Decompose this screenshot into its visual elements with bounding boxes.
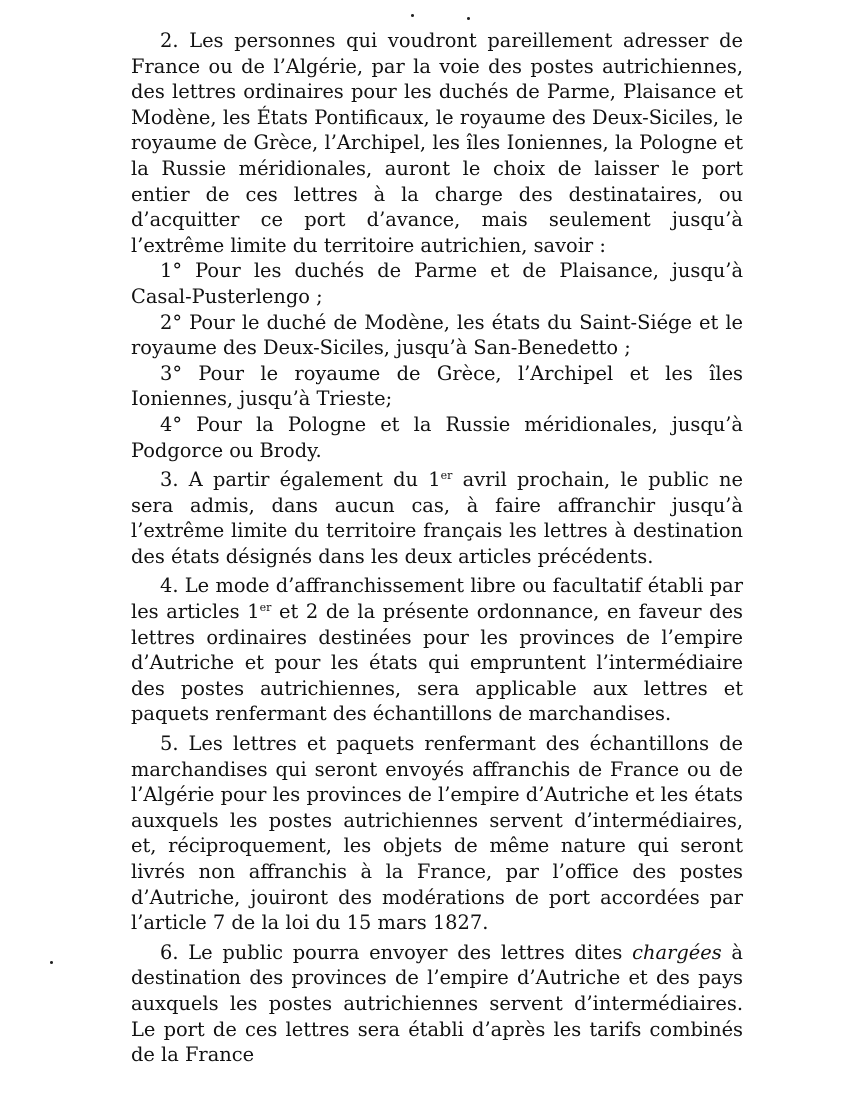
paragraph-text: 4. Le mode d’affranchissement libre ou facultatif établi par les articles 1: [131, 574, 743, 624]
paragraph-text: 3° Pour le royaume de Grèce, l’Archipel et les îles Ioniennes, jusqu’à Trieste;: [131, 361, 743, 411]
paragraph-p2-3: [131, 361, 743, 412]
paragraph-p2: [131, 28, 743, 258]
paragraph-p4: [131, 573, 743, 727]
ink-speck: [50, 961, 53, 964]
paragraph-text: à destination des provinces de l’empire d’Autriche et des pays auxquels les postes autrichiennes servent d’intermédiaires. Le port de ces lettres sera établi d’après les tarifs combinés de la France: [131, 940, 743, 1067]
paragraph-text: 4° Pour la Pologne et la Russie méridionales, jusqu’à Podgorce ou Brody.: [131, 412, 743, 462]
superscript-text: er: [440, 469, 453, 483]
paragraph-p2-1: [131, 258, 743, 309]
paragraph-p2-2: [131, 310, 743, 361]
paragraph-p2-4: [131, 412, 743, 463]
paragraph-p6: [131, 940, 743, 1068]
paragraph-text: 2° Pour le duché de Modène, les états du Saint-Siége et le royaume des Deux-Siciles, jusqu’à San-Benedetto ;: [131, 310, 743, 360]
italic-text: chargées: [632, 940, 722, 964]
ink-speck: [467, 17, 470, 20]
paragraph-p5: [131, 731, 743, 936]
paragraph-text: avril prochain, le public ne sera admis, dans aucun cas, à faire affranchir jusqu’à l’extrême limite du territoire français les lettres à destination des états désignés dans les deux articles précédents.: [131, 468, 743, 568]
paragraph-text: et 2 de la présente ordonnance, en faveur des lettres ordinaires destinées pour les provinces de l’empire d’Autriche et pour les états qui empruntent l’intermédiaire des postes autrichiennes, sera applicable aux lettres et paquets renfermant des échantillons de marchandises.: [131, 600, 743, 726]
ink-speck: [411, 14, 414, 17]
superscript-text: er: [259, 601, 272, 615]
paragraph-p3: [131, 467, 743, 569]
paragraph-text: 2. Les personnes qui voudront pareillement adresser de France ou de l’Algérie, par la voie des postes autrichiennes, des lettres ordinaires pour les duchés de Parme, Plaisance et Modène, les États Pontificaux, le royaume des Deux-Siciles, le royaume de Grèce, l’Archipel, les îles Ioniennes, la Pologne et la Russie méridionales, auront le choix de laisser le port entier de ces lettres à la charge des destinataires, ou d’acquitter ce port d’avance, mais seulement jusqu’à l’extrême limite du territoire autrichien, savoir :: [131, 29, 743, 257]
paragraph-text: 1° Pour les duchés de Parme et de Plaisance, jusqu’à Casal-Pusterlengo ;: [131, 259, 743, 308]
paragraph-text: 3. A partir également du 1: [160, 468, 441, 492]
document-page: [131, 28, 743, 1068]
paragraph-text: 5. Les lettres et paquets renfermant des échantillons de marchandises qui seront envoyés affranchis de France ou de l’Algérie pour les provinces de l’empire d’Autriche et les états auxquels les postes autrichiennes servent d’intermédiaires, et, réciproquement, les objets de même nature qui seront livrés non affranchis à la France, par l’office des postes d’Autriche, jouiront des modérations de port accordées par l’article 7 de la loi du 15 mars 1827.: [131, 732, 743, 935]
paragraph-text: 6. Le public pourra envoyer des lettres dites: [160, 940, 633, 964]
